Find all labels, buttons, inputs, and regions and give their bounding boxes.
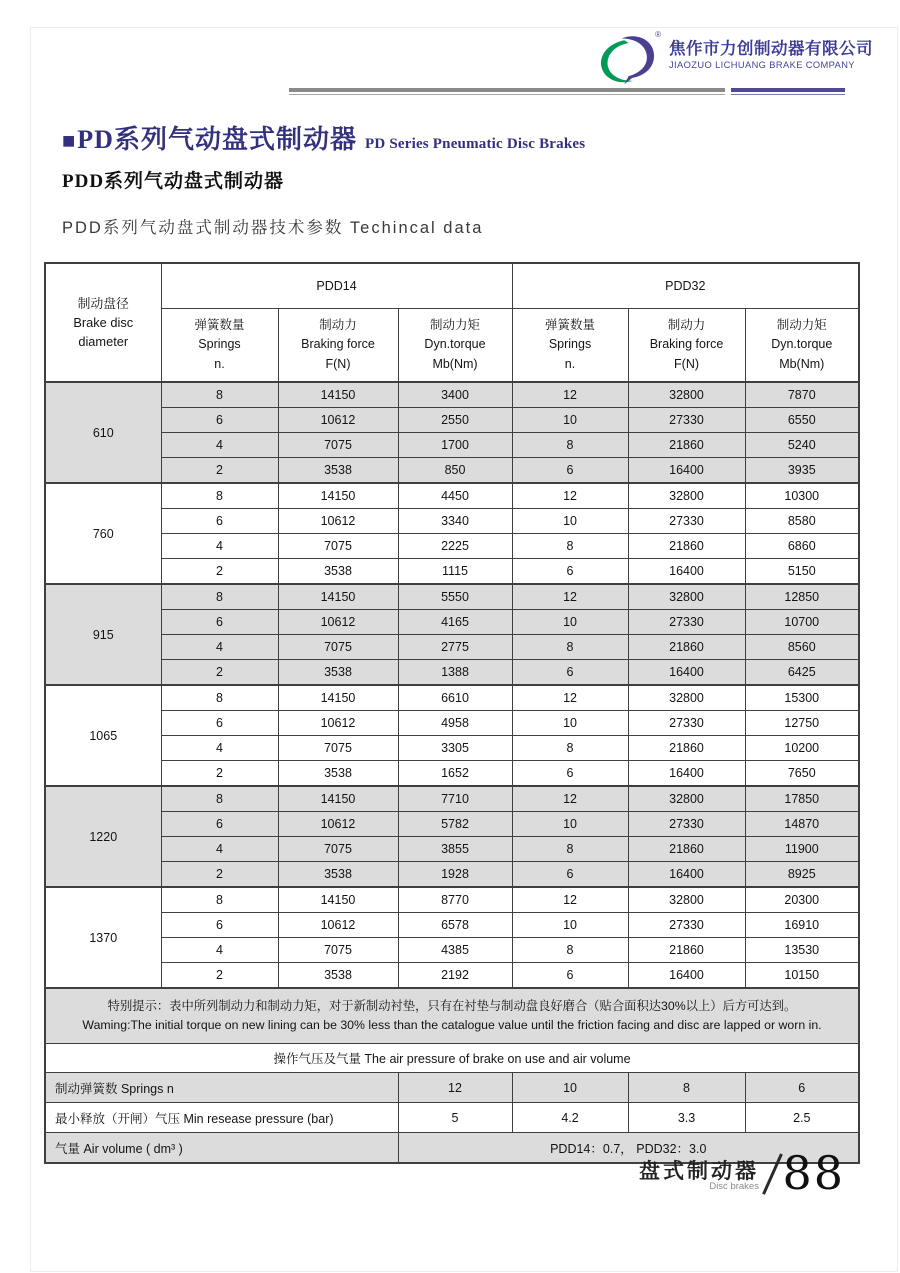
param-value: 4.2 [512, 1103, 628, 1133]
table-row [45, 913, 859, 938]
data-cell: 8 [161, 483, 278, 509]
col-header-unit: Mb(Nm) [432, 356, 478, 371]
col-header-unit: F(N) [325, 356, 351, 371]
data-cell: 12 [512, 584, 628, 610]
company-name-cn: 焦作市力创制动器有限公司 [669, 40, 873, 58]
brake-disc-diameter-cell: 1065 [45, 685, 161, 786]
col-header-en: Braking force [649, 337, 724, 352]
data-cell: 17850 [745, 786, 859, 812]
air-pressure-title-row [45, 1044, 859, 1073]
data-cell: 14150 [278, 786, 398, 812]
param-value: 10 [512, 1073, 628, 1103]
data-cell: 3538 [278, 559, 398, 585]
data-cell: 8 [512, 938, 628, 963]
data-cell: 27330 [628, 408, 745, 433]
data-cell: 21860 [628, 736, 745, 761]
data-cell: 14870 [745, 812, 859, 837]
data-cell: 32800 [628, 382, 745, 408]
col-header-en: Dyn.torque [771, 337, 833, 352]
data-cell: 6 [512, 458, 628, 484]
data-cell: 8 [512, 635, 628, 660]
data-cell: 4 [161, 837, 278, 862]
data-cell: 14150 [278, 382, 398, 408]
page-number: 88 [782, 1146, 845, 1200]
data-cell: 10612 [278, 913, 398, 938]
data-cell: 27330 [628, 812, 745, 837]
data-cell: 10612 [278, 610, 398, 635]
data-cell: 14150 [278, 584, 398, 610]
data-cell: 10612 [278, 711, 398, 736]
data-cell: 10 [512, 509, 628, 534]
data-cell: 10300 [745, 483, 859, 509]
data-cell: 5782 [398, 812, 512, 837]
param-value: 3.3 [628, 1103, 745, 1133]
table-row [45, 685, 859, 711]
col-header-cn: 制动力矩 [430, 317, 481, 332]
table-row [45, 635, 859, 660]
data-cell: 10612 [278, 408, 398, 433]
table-row [45, 509, 859, 534]
data-cell: 4958 [398, 711, 512, 736]
data-cell: 12 [512, 887, 628, 913]
column-header-row [45, 309, 859, 383]
data-cell: 3305 [398, 736, 512, 761]
data-cell: 3855 [398, 837, 512, 862]
data-cell: 12 [512, 685, 628, 711]
data-cell: 32800 [628, 584, 745, 610]
min-release-pressure-row [45, 1103, 859, 1133]
data-cell: 14150 [278, 887, 398, 913]
data-cell: 32800 [628, 483, 745, 509]
data-cell: 21860 [628, 635, 745, 660]
data-cell: 32800 [628, 887, 745, 913]
data-cell: 6 [512, 963, 628, 989]
col-header-braking-force [628, 309, 745, 383]
data-cell: 7075 [278, 433, 398, 458]
company-logo-icon [593, 30, 661, 86]
data-cell: 1928 [398, 862, 512, 888]
corner-line-en2: diameter [78, 334, 129, 350]
param-label-pressure: 最小释放（开闸）气压 Min resease pressure (bar) [45, 1103, 398, 1133]
data-cell: 27330 [628, 913, 745, 938]
data-cell: 8925 [745, 862, 859, 888]
param-label-springs: 制动弹簧数 Springs n [45, 1073, 398, 1103]
data-cell: 32800 [628, 685, 745, 711]
param-value: 5 [398, 1103, 512, 1133]
col-header-unit: n. [564, 356, 576, 371]
brake-disc-diameter-cell: 1220 [45, 786, 161, 887]
springs-count-row [45, 1073, 859, 1103]
data-cell: 12 [512, 483, 628, 509]
technical-data-table [44, 262, 860, 1164]
data-cell: 3538 [278, 660, 398, 686]
data-cell: 16400 [628, 559, 745, 585]
data-cell: 6 [161, 812, 278, 837]
data-cell: 3538 [278, 862, 398, 888]
col-header-cn: 制动力 [319, 317, 357, 332]
corner-line-en1: Brake disc [73, 314, 134, 330]
data-cell: 2 [161, 660, 278, 686]
data-cell: 3538 [278, 458, 398, 484]
footer-label-cn: 盘式制动器 [638, 1160, 759, 1183]
table-row [45, 711, 859, 736]
data-cell: 6 [161, 913, 278, 938]
data-cell: 12850 [745, 584, 859, 610]
logo-swirl-icon [593, 34, 659, 86]
col-header-unit: Mb(Nm) [779, 356, 825, 371]
data-cell: 10 [512, 812, 628, 837]
data-cell: 3935 [745, 458, 859, 484]
data-cell: 32800 [628, 786, 745, 812]
table-row [45, 786, 859, 812]
data-cell: 1652 [398, 761, 512, 787]
data-cell: 10612 [278, 812, 398, 837]
col-header-cn: 制动力 [667, 317, 706, 332]
series-subtitle: PDD系列气动盘式制动器 [62, 171, 285, 192]
data-cell: 21860 [628, 534, 745, 559]
data-cell: 10 [512, 610, 628, 635]
data-cell: 21860 [628, 938, 745, 963]
data-cell: 12 [512, 382, 628, 408]
data-cell: 8 [161, 584, 278, 610]
col-header-dyn-torque [398, 309, 512, 383]
table-row [45, 534, 859, 559]
model-header-row [45, 263, 859, 309]
data-cell: 8 [161, 887, 278, 913]
corner-line-cn: 制动盘径 [77, 295, 129, 311]
warning-note-row [45, 988, 859, 1044]
data-cell: 6 [161, 509, 278, 534]
data-cell: 7870 [745, 382, 859, 408]
data-cell: 21860 [628, 433, 745, 458]
data-cell: 13530 [745, 938, 859, 963]
data-cell: 1388 [398, 660, 512, 686]
data-cell: 27330 [628, 610, 745, 635]
data-cell: 1700 [398, 433, 512, 458]
table-row [45, 660, 859, 686]
air-pressure-title: 操作气压及气量 The air pressure of brake on use and air volume [45, 1044, 859, 1073]
data-cell: 11900 [745, 837, 859, 862]
data-cell: 2 [161, 559, 278, 585]
data-cell: 1115 [398, 559, 512, 585]
data-cell: 7075 [278, 736, 398, 761]
param-label-air-volume: 气量 Air volume ( dm³ ) [45, 1133, 398, 1164]
brake-disc-diameter-cell: 915 [45, 584, 161, 685]
data-cell: 6610 [398, 685, 512, 711]
data-cell: 2225 [398, 534, 512, 559]
data-cell: 16400 [628, 458, 745, 484]
data-cell: 3538 [278, 761, 398, 787]
data-cell: 8 [512, 534, 628, 559]
table-row [45, 736, 859, 761]
data-cell: 850 [398, 458, 512, 484]
data-cell: 3340 [398, 509, 512, 534]
data-cell: 2 [161, 458, 278, 484]
data-cell: 16400 [628, 660, 745, 686]
brake-disc-diameter-cell: 1370 [45, 887, 161, 988]
col-header-en: Springs [548, 337, 592, 352]
header-rules [289, 88, 845, 98]
table-row [45, 458, 859, 484]
data-cell: 2192 [398, 963, 512, 989]
data-cell: 6 [161, 711, 278, 736]
table-row [45, 887, 859, 913]
data-cell: 27330 [628, 509, 745, 534]
data-cell: 12750 [745, 711, 859, 736]
data-cell: 5240 [745, 433, 859, 458]
param-value: 8 [628, 1073, 745, 1103]
data-cell: 8 [161, 786, 278, 812]
col-header-dyn-torque [745, 309, 859, 383]
col-header-unit: F(N) [674, 356, 700, 371]
table-row [45, 483, 859, 509]
data-cell: 4 [161, 938, 278, 963]
data-cell: 14150 [278, 483, 398, 509]
data-cell: 7710 [398, 786, 512, 812]
model-header-pdd14: PDD14 [161, 263, 512, 309]
data-cell: 6 [161, 408, 278, 433]
data-cell: 2 [161, 862, 278, 888]
warning-note-cell [45, 988, 859, 1044]
data-cell: 2 [161, 963, 278, 989]
air-volume-value: PDD14：0.7， PDD32：3.0 [398, 1133, 859, 1164]
data-cell: 2550 [398, 408, 512, 433]
table-row [45, 862, 859, 888]
table-row [45, 382, 859, 408]
data-cell: 3400 [398, 382, 512, 408]
data-cell: 10 [512, 408, 628, 433]
table-row [45, 837, 859, 862]
data-cell: 6578 [398, 913, 512, 938]
data-cell: 4 [161, 635, 278, 660]
title-bullet-icon: ■ [62, 127, 76, 153]
data-cell: 4 [161, 736, 278, 761]
data-cell: 4165 [398, 610, 512, 635]
param-value: 6 [745, 1073, 859, 1103]
data-cell: 2 [161, 761, 278, 787]
data-cell: 10150 [745, 963, 859, 989]
table-row [45, 812, 859, 837]
data-cell: 5150 [745, 559, 859, 585]
data-cell: 8 [512, 433, 628, 458]
data-cell: 6425 [745, 660, 859, 686]
data-cell: 8 [161, 685, 278, 711]
data-cell: 8770 [398, 887, 512, 913]
data-cell: 3538 [278, 963, 398, 989]
table-row [45, 610, 859, 635]
data-cell: 4 [161, 534, 278, 559]
model-header-pdd32: PDD32 [512, 263, 859, 309]
data-cell: 15300 [745, 685, 859, 711]
page-title [62, 126, 585, 155]
data-cell: 6860 [745, 534, 859, 559]
footer-backslash-icon [762, 1153, 782, 1194]
param-value: 12 [398, 1073, 512, 1103]
data-cell: 7075 [278, 534, 398, 559]
data-cell: 7075 [278, 837, 398, 862]
col-header-cn: 弹簧数量 [194, 317, 245, 332]
data-cell: 7650 [745, 761, 859, 787]
col-header-en: Braking force [301, 337, 375, 352]
data-cell: 8 [512, 837, 628, 862]
data-cell: 6 [512, 660, 628, 686]
col-header-springs [161, 309, 278, 383]
param-value: 2.5 [745, 1103, 859, 1133]
section-title: PDD系列气动盘式制动器技术参数 Techincal data [62, 219, 484, 237]
corner-header [45, 263, 161, 382]
data-cell: 16400 [628, 862, 745, 888]
data-cell: 16400 [628, 761, 745, 787]
data-cell: 6 [512, 862, 628, 888]
data-cell: 14150 [278, 685, 398, 711]
data-cell: 16910 [745, 913, 859, 938]
data-cell: 21860 [628, 837, 745, 862]
col-header-cn: 制动力矩 [776, 317, 827, 332]
table-row [45, 938, 859, 963]
col-header-braking-force [278, 309, 398, 383]
data-cell: 4385 [398, 938, 512, 963]
header-rule-gray [289, 88, 725, 92]
data-cell: 6 [161, 610, 278, 635]
data-cell: 16400 [628, 963, 745, 989]
data-cell: 6 [512, 559, 628, 585]
col-header-springs [512, 309, 628, 383]
footer-label-en: Disc brakes [709, 1181, 759, 1192]
data-cell: 12 [512, 786, 628, 812]
data-cell: 7075 [278, 635, 398, 660]
page-title-en: PD Series Pneumatic Disc Brakes [364, 135, 586, 152]
page-footer [638, 1146, 845, 1200]
warning-note-en: Waming:The initial torque on new lining can be 30% less than the catalogue value until the friction facing and disc are lapped or worn in. [82, 1018, 822, 1032]
col-header-en: Springs [198, 337, 241, 352]
data-cell: 27330 [628, 711, 745, 736]
header-rule-purple [731, 88, 845, 92]
table-row [45, 761, 859, 787]
data-cell: 4 [161, 433, 278, 458]
data-cell: 8560 [745, 635, 859, 660]
table-row [45, 433, 859, 458]
company-name-en: JIAOZUO LICHUANG BRAKE COMPANY [669, 59, 855, 70]
page-title-cn: PD系列气动盘式制动器 [77, 125, 357, 154]
data-cell: 20300 [745, 887, 859, 913]
table-row [45, 408, 859, 433]
data-cell: 10700 [745, 610, 859, 635]
data-cell: 8580 [745, 509, 859, 534]
data-cell: 10 [512, 913, 628, 938]
data-cell: 4450 [398, 483, 512, 509]
data-cell: 8 [161, 382, 278, 408]
data-cell: 6 [512, 761, 628, 787]
table-row [45, 584, 859, 610]
table-row [45, 963, 859, 989]
registered-trademark-icon: ® [655, 30, 661, 39]
data-cell: 5550 [398, 584, 512, 610]
data-cell: 10 [512, 711, 628, 736]
warning-note-cn: 特别提示：表中所列制动力和制动力矩，对于新制动衬垫，只有在衬垫与制动盘良好磨合（贴合面积达30%以上）后方可达到。 [107, 998, 797, 1013]
data-cell: 10612 [278, 509, 398, 534]
col-header-unit: n. [214, 356, 225, 371]
col-header-en: Dyn.torque [424, 337, 486, 352]
data-cell: 2775 [398, 635, 512, 660]
brake-disc-diameter-cell: 610 [45, 382, 161, 483]
data-cell: 6550 [745, 408, 859, 433]
data-cell: 8 [512, 736, 628, 761]
col-header-cn: 弹簧数量 [545, 317, 596, 332]
data-cell: 10200 [745, 736, 859, 761]
company-brand [593, 30, 873, 86]
data-cell: 7075 [278, 938, 398, 963]
table-row [45, 559, 859, 585]
brake-disc-diameter-cell: 760 [45, 483, 161, 584]
